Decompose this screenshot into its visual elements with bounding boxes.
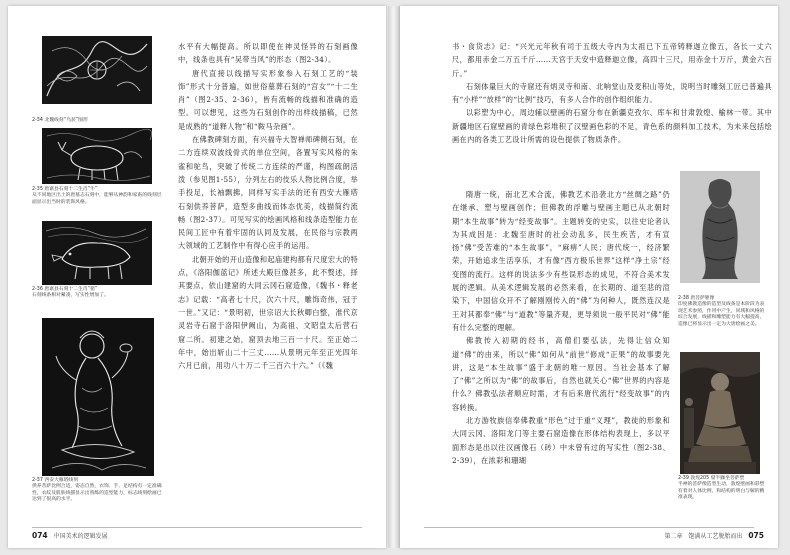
right-chapter-title: 饱满从工艺脱胎而出 (688, 533, 743, 540)
right-paragraph-5: 佛教传入初期的经书，高僧们要弘法，先得让信众知道“佛”的由来，所以“佛”如何从“前世”修成“正果”的故事要先讲，这是“本生故事”盛于北朝的唯一原因。当社会基本了解了“佛”之所以为“佛”的故事后，自然也就关心“佛”世界的内容是什么？佛教弘法者顺应时需，才有后来唐代流行“经变故事”的内容转换。 (452, 336, 670, 412)
figure-2-36-caption: 2-36 唐寨县石刻十二生肖“猪” 石刻线条相对紧凑，写实性增加了。 (32, 287, 109, 299)
bodhisattva-engraving-icon (42, 318, 154, 476)
left-paragraph-3: 在佛教碑刻方面，有兴福寺大智禅师碑侧石刻，在二方连续双波线骨式的单位空间，各置写实风格的朱雀和驼鸟，突破了传统二方连续的严谨，构图疏朗活泼（参见图1-55），分列左右的伎乐人物比例合度，举手投足，长袖飘拂，同样写实手法的还有西安大雁塔石刻供养菩萨，造型多曲线而体态优美，线描简约流畅（图2-37）。可见写实的绘画风格和线条造型能力在民间工匠中有着牢固的认同及发展，在民俗与宗教两大领域的工艺制作中有得心应手的运用。 (178, 135, 358, 251)
ox-carving-icon (42, 128, 152, 184)
figure-2-36-image (42, 221, 152, 285)
left-page (8, 6, 386, 548)
right-chapter-label: 第二章 (664, 533, 683, 540)
right-page-number: 075 (748, 531, 764, 540)
right-text-column (452, 40, 772, 146)
figure-2-39-image (680, 352, 760, 474)
figure-2-37-caption: 2-37 西安大雁塔线刻 供养菩萨比例合适，姿态自然，衣饰、手、足结构有一定准确性，衣纹及肌肤线描显示出熟练的造型能力，标志线刻绘画已达到了很高的水平。 (32, 478, 162, 503)
pig-carving-icon (42, 221, 152, 285)
left-footer (32, 531, 108, 540)
left-paragraph-4: 北朝开始的开山造像和起庙建构都有尺度宏大的特点，《洛阳伽蓝记》所述大殿巨像甚多，此不赘述，择其要点，依山建窟的大同云冈石窟造像，《魏书・释老志》记载：“高者七十尺，次六十尺，雕饰奇伟，冠于一世。”又记：“景明初，世宗诏大长秋卿白整，准代京灵岩寺石窟于洛阳伊阙山，为高祖、文昭皇太后营石窟二所。初建之始，窟顶去地三百一十尺。至正始二年中，始出斩山二十三丈……从景明元年至正光四年六月已前，用功八十万二千三百六十六。”（《魏 (178, 254, 358, 371)
right-paragraph-2: 石刻体量巨大的寺窟还有炳灵寺和南、北响堂山及麦积山等处，说明当时雕刻工匠已普遍具有“小样”“放样”的“比例”技巧，有多人合作的创作组织能力。 (452, 81, 772, 105)
right-paragraph-1: 书・食货志》记：“兴光元年秋有司于五级大寺内为太祖已下五帝铸释迦立像五，各长一丈六尺，都用赤金二万五千斤……天宫于天安中造释迦立像，高四十三尺，用赤金十万斤，黄金六百斤。” (452, 42, 772, 78)
figure-2-34-caption: 2-34 北魏线刻“乌获”图形 (32, 118, 88, 123)
right-paragraph-4: 隋唐一统，南北艺术合流，佛教艺术沿袭北方“丝绸之路”仍在继承、塑与壁画创作；但佛教的浮雕与壁画主题已从北朝时期“本生故事”转为“经变故事”。主题转变的史实，以往史论者认为其成因是：北魏至唐时的社会动乱多，民生疾苦，才有宣扬“佛”受苦难的“本生故事”，“麻痹”人民；唐代统一，经济繁荣，开始追求生活享乐，才有像“西方极乐世界”这样“净土宗”经变图的流行。这样的说法多少有些误形态的成见，不符合美术发展的逻辑。从美术逻辑发展的必然来看，在长期的、道至悲的渲染下，中国信众开不了解刚刚传入的“佛”为何种人，既然连汉是王对其都奉“佛”与“道教”等量齐观，更导须说一般平民对“佛”能有什么完整的理解。 (452, 190, 670, 332)
right-paragraph-3: 以彩塑为中心，周边辅以壁画的石窟分布在新疆克孜尔、库车和甘肃敦煌、榆林一带。其中新疆地区石窟壁画的青绿色彩堆积了汉壁画色彩的不足，青色系的颜料加工技术，为未来包括绘画在内的各类工艺设计所需的设色提供了物质条件。 (452, 108, 772, 145)
book-gutter (388, 6, 400, 548)
figure-2-38-caption: 2-38 唐菩萨躯像 印度佛教造像的造型及线条是本阶段为表现艺术参照，作用中产生，同域和风格的综合发展，线描和雕塑能力有大幅提高，造像已将显示出一定为大唐绘画之美。 (678, 296, 765, 327)
figure-2-35-image (42, 128, 152, 184)
left-running-title: 中国美术的逻辑发展 (53, 533, 108, 540)
seated-bodhisattva-statue-icon (680, 352, 760, 474)
left-page-number: 074 (32, 531, 48, 540)
left-text-column (178, 40, 358, 372)
left-footer-rule (32, 527, 362, 528)
right-footer (664, 531, 764, 540)
right-footer-rule (424, 527, 754, 528)
figure-2-38-image (680, 171, 760, 283)
right-page (400, 6, 778, 548)
figure-2-34-image (42, 36, 152, 104)
left-paragraph-1: 水平有大幅提高。所以即使在神灵怪异的石刻画像中，线条也具有“吴带当风”的形态（图2-34）。 (178, 42, 358, 65)
right-text-column-narrow (452, 188, 670, 467)
left-paragraph-2: 唐代直接以线描写实形象参入石刻工艺的“装饰”形式十分普遍，如世俗墓葬石刻的“宫女”“十二生肖”（图2-35、2-36），皆有流畅的线描和准确的造型。可以想见，这些为石刻创作的出样线描稿，已然是成熟的“道释人物”和“鞍马杂画”。 (178, 68, 358, 131)
bodhisattva-torso-icon (680, 171, 760, 283)
figure-2-37-image (42, 318, 154, 476)
figure-2-35-caption: 2-35 唐寨县石刻十二生肖“牛” 从不同地区出土的唐墓志石刻中，能够从神韵和家畜的线刻层面显示出当时的装饰风格。 (32, 187, 162, 205)
right-paragraph-6: 北方游牧族信奉佛教重“形色”过于重“义理”，教徒的形象和大同云冈、洛阳龙门等主要石窟造像在形体结构表现上，多以平面形态是出以往汉画像石（砖）中未曾有过的写实性（图2-38、2-39），在浓彩和珊瑚 (452, 416, 670, 465)
figure-2-39-caption: 2-39 敦煌205 窟半跏坐菩萨塑 半神的菩萨像造型生动，敦煌壁画和彩塑有着对人体比例、和结构的明白与解的精准表现。 (678, 476, 765, 501)
relief-carving-icon (42, 36, 152, 104)
